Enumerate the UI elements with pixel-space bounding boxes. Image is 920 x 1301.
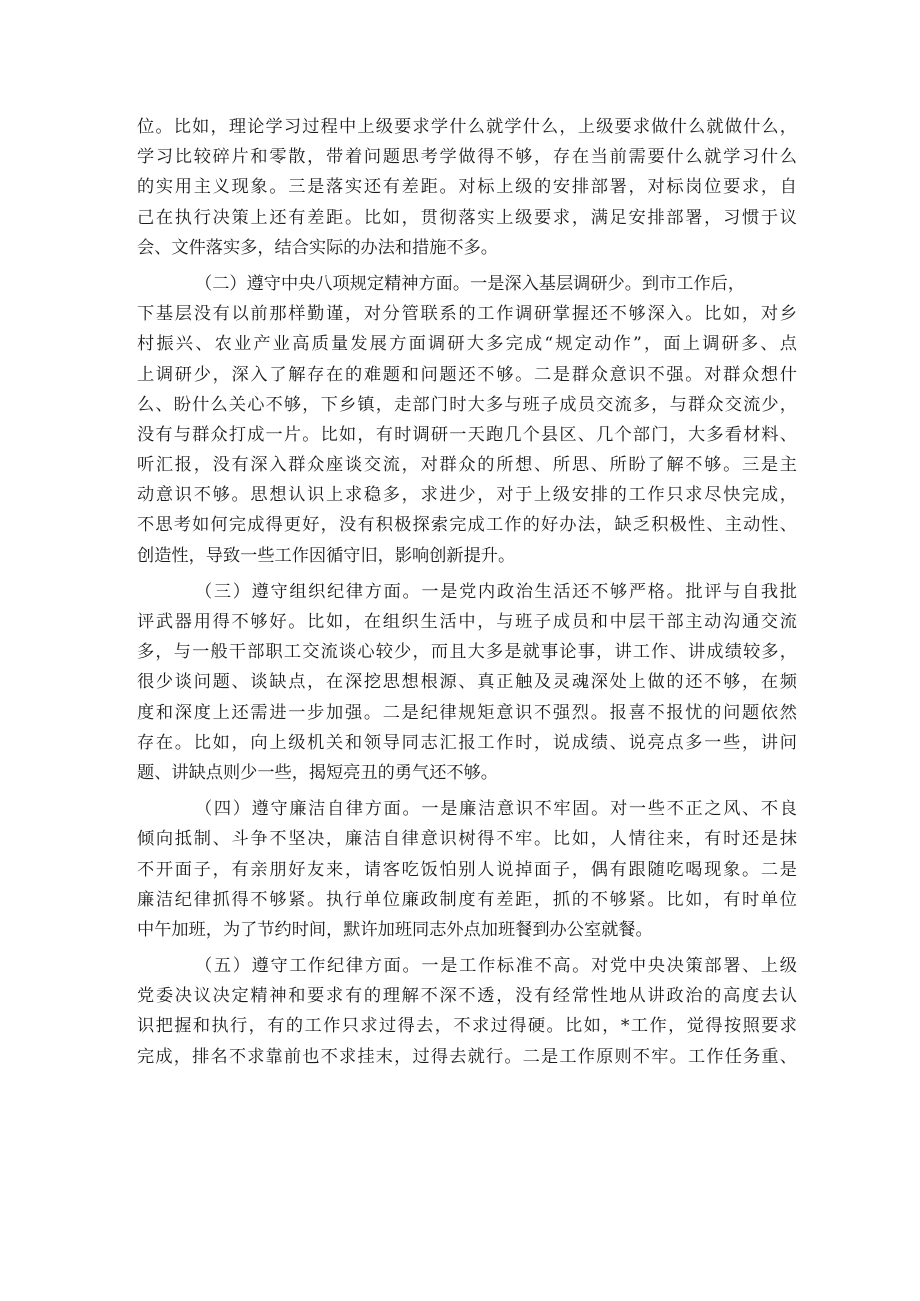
text-line: 存在。比如，向上级机关和领导同志汇报工作时，说成绩、说亮点多一些，讲问 <box>137 732 797 753</box>
document-body <box>137 112 797 1072</box>
text-line: （三）遵守组织纪律方面。一是党内政治生活还不够严格。批评与自我批 <box>195 581 797 602</box>
text-line: 创造性，导致一些工作因循守旧，影响创新提升。 <box>137 545 516 566</box>
text-line: 廉洁纪律抓得不够紧。执行单位廉政制度有差距，抓的不够紧。比如，有时单位 <box>137 889 797 910</box>
text-line: 党委决议决定精神和要求有的理解不深不透，没有经常性地从讲政治的高度去认 <box>137 986 797 1007</box>
text-line: 多，与一般干部职工交流谈心较少，而且大多是就事论事，讲工作、讲成绩较多， <box>137 642 797 663</box>
text-line: 上调研少，深入了解存在的难题和问题还不够。二是群众意识不强。对群众想什 <box>137 364 797 385</box>
text-line: 下基层没有以前那样勤谨，对分管联系的工作调研掌握还不够深入。比如，对乡 <box>137 304 797 325</box>
text-line: 己在执行决策上还有差距。比如，贯彻落实上级要求，满足安排部署，习惯于议 <box>137 207 797 228</box>
text-line: 完成，排名不求靠前也不求挂末，过得去就行。二是工作原则不牢。工作任务重、 <box>137 1046 797 1067</box>
text-line: 村振兴、农业产业高质量发展方面调研大多完成“规定动作”，面上调研多、点 <box>137 334 797 355</box>
text-line: 度和深度上还需进一步加强。二是纪律规矩意识不强烈。报喜不报忧的问题依然 <box>137 702 797 723</box>
text-line: （四）遵守廉洁自律方面。一是廉洁意识不牢固。对一些不正之风、不良 <box>195 799 797 820</box>
text-line: 倾向抵制、斗争不坚决，廉洁自律意识树得不牢。比如，人情往来，有时还是抹 <box>137 829 797 850</box>
text-line: 不开面子，有亲朋好友来，请客吃饭怕别人说掉面子，偶有跟随吃喝现象。二是 <box>137 859 797 880</box>
text-line: （二）遵守中央八项规定精神方面。一是深入基层调研少。到市工作后， <box>195 273 746 294</box>
paragraph-4 <box>137 794 797 945</box>
paragraph-5 <box>137 951 797 1072</box>
text-line: 位。比如，理论学习过程中上级要求学什么就学什么，上级要求做什么就做什么， <box>137 117 797 137</box>
paragraph-3 <box>137 577 797 788</box>
text-line: 不思考如何完成得更好，没有积极探索完成工作的好办法，缺乏积极性、主动性、 <box>137 515 797 536</box>
text-line: 很少谈问题、谈缺点，在深挖思想根源、真正触及灵魂深处上做的还不够，在频 <box>137 672 797 693</box>
text-line: 没有与群众打成一片。比如，有时调研一天跑几个县区、几个部门，大多看材料、 <box>137 424 797 445</box>
text-line: 评武器用得不够好。比如，在组织生活中，与班子成员和中层干部主动沟通交流 <box>137 612 797 632</box>
text-line: 学习比较碎片和零散，带着问题思考学做得不够，存在当前需要什么就学习什么 <box>137 147 797 168</box>
paragraph-2 <box>137 269 797 571</box>
text-line: 么、盼什么关心不够，下乡镇，走部门时大多与班子成员交流多，与群众交流少， <box>137 394 797 415</box>
text-line: （五）遵守工作纪律方面。一是工作标准不高。对党中央决策部署、上级 <box>195 956 797 977</box>
paragraph-1 <box>137 112 797 263</box>
text-line: 动意识不够。思想认识上求稳多，求进少，对于上级安排的工作只求尽快完成， <box>137 485 797 506</box>
text-line: 听汇报，没有深入群众座谈交流，对群众的所想、所思、所盼了解不够。三是主 <box>137 455 797 476</box>
text-line: 识把握和执行，有的工作只求过得去，不求过得硬。比如，*工作，觉得按照要求 <box>137 1016 797 1037</box>
text-line: 中午加班，为了节约时间，默许加班同志外点加班餐到办公室就餐。 <box>137 919 653 940</box>
text-line: 会、文件落实多，结合实际的办法和措施不多。 <box>137 237 498 258</box>
text-line: 题、讲缺点则少一些，揭短亮丑的勇气还不够。 <box>137 762 498 783</box>
text-line: 的实用主义现象。三是落实还有差距。对标上级的安排部署，对标岗位要求，自 <box>137 177 797 198</box>
